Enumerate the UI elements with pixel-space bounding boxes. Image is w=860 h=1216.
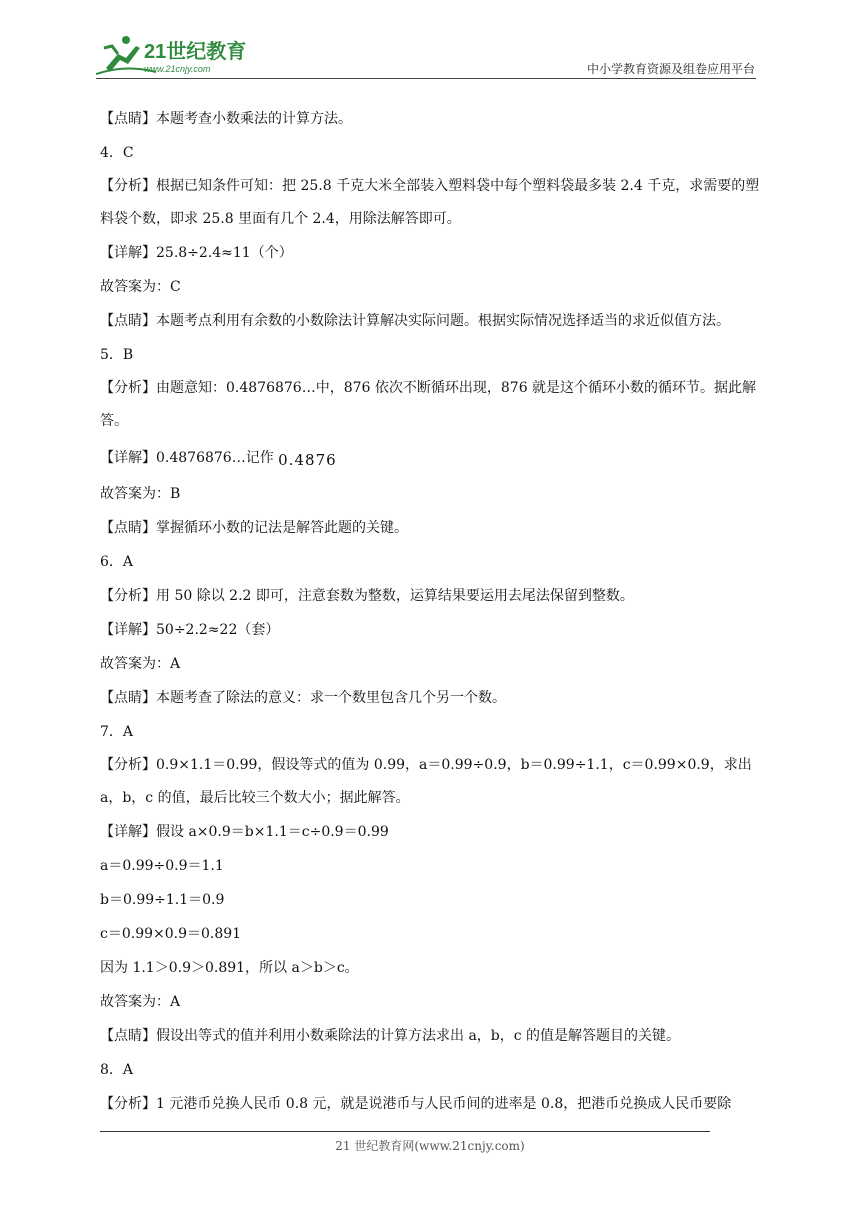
decimal-dotted-digit: 8 · (305, 451, 316, 469)
comment-line: 【点睛】假设出等式的值并利用小数乘除法的计算方法求出 a，b，c 的值是解答题目的关键。 (100, 1028, 681, 1044)
comment-line: 【点睛】掌握循环小数的记法是解答此题的关键。 (100, 520, 408, 536)
header-divider (96, 78, 756, 79)
answer-line: 故答案为：B (100, 486, 181, 502)
comment-line: 【点睛】本题考查小数乘法的计算方法。 (100, 111, 352, 127)
decimal-prefix: 0.4 (278, 451, 306, 469)
equation-line: c＝0.99×0.9＝0.891 (100, 926, 242, 942)
answer-content (100, 102, 760, 1121)
detail-line: 【详解】50÷2.2≈22（套） (100, 622, 280, 638)
analysis-line: 【分析】根据已知条件可知：把 25.8 千克大米全部装入塑料袋中每个塑料袋最多装 2.4 千克，求需要的塑料袋个数，即求 25.8 里面有几个 2.4，用除法解答即可。 (100, 178, 760, 227)
comment-line: 【点睛】本题考点利用有余数的小数除法计算解决实际问题。根据实际情况选择适当的求近似值方法。 (100, 313, 730, 329)
site-name: 中小学教育资源及组卷应用平台 (586, 62, 755, 76)
logo-url: www.21cnjy.com (144, 64, 211, 74)
answer-number: 6．A (100, 554, 134, 570)
analysis-line: 【分析】1 元港币兑换人民币 0.8 元，就是说港币与人民币间的进率是 0.8，把港币兑换成人民币要除 (100, 1096, 732, 1112)
analysis-line: 【分析】用 50 除以 2.2 即可，注意套数为整数，运算结果要运用去尾法保留到整数。 (100, 588, 634, 604)
answer-line: 故答案为：A (100, 994, 181, 1010)
footer-divider (100, 1131, 710, 1132)
comment-line: 【点睛】本题考查了除法的意义：求一个数里包含几个另一个数。 (100, 690, 506, 706)
logo-text: 21世纪教育 (144, 41, 247, 63)
conclusion-line: 因为 1.1＞0.9＞0.891，所以 a＞b＞c。 (100, 960, 359, 976)
answer-number: 7．A (100, 724, 134, 740)
detail-line (100, 438, 760, 477)
page-header (0, 0, 860, 80)
detail-line: 【详解】假设 a×0.9＝b×1.1＝c÷0.9＝0.99 (100, 824, 389, 840)
detail-text: 【详解】0.4876876…记作 (100, 450, 274, 466)
decimal-dotted-digit: 6 · (326, 451, 337, 469)
analysis-line: 【分析】0.9×1.1＝0.99，假设等式的值为 0.99，a＝0.99÷0.9，b＝0.99÷1.1，c＝0.99×0.9，求出 a，b，c 的值，最后比较三个数大小；据此解答。 (100, 757, 752, 806)
answer-line: 故答案为：C (100, 279, 181, 295)
answer-line: 故答案为：A (100, 656, 181, 672)
equation-line: a＝0.99÷0.9＝1.1 (100, 858, 224, 874)
answer-number: 4．C (100, 145, 134, 161)
equation-line: b＝0.99÷1.1＝0.9 (100, 892, 225, 908)
analysis-line: 【分析】由题意知：0.4876876…中，876 依次不断循环出现，876 就是这个循环小数的循环节。据此解答。 (100, 380, 757, 429)
footer-link[interactable]: 21 世纪教育网(www.21cnjy.com) (335, 1139, 525, 1153)
detail-line: 【详解】25.8÷2.4≈11（个） (100, 245, 293, 261)
answer-number: 5．B (100, 347, 134, 363)
decimal-digit: 7 (315, 451, 327, 469)
answer-number: 8．A (100, 1062, 134, 1078)
repeating-decimal (278, 451, 337, 469)
